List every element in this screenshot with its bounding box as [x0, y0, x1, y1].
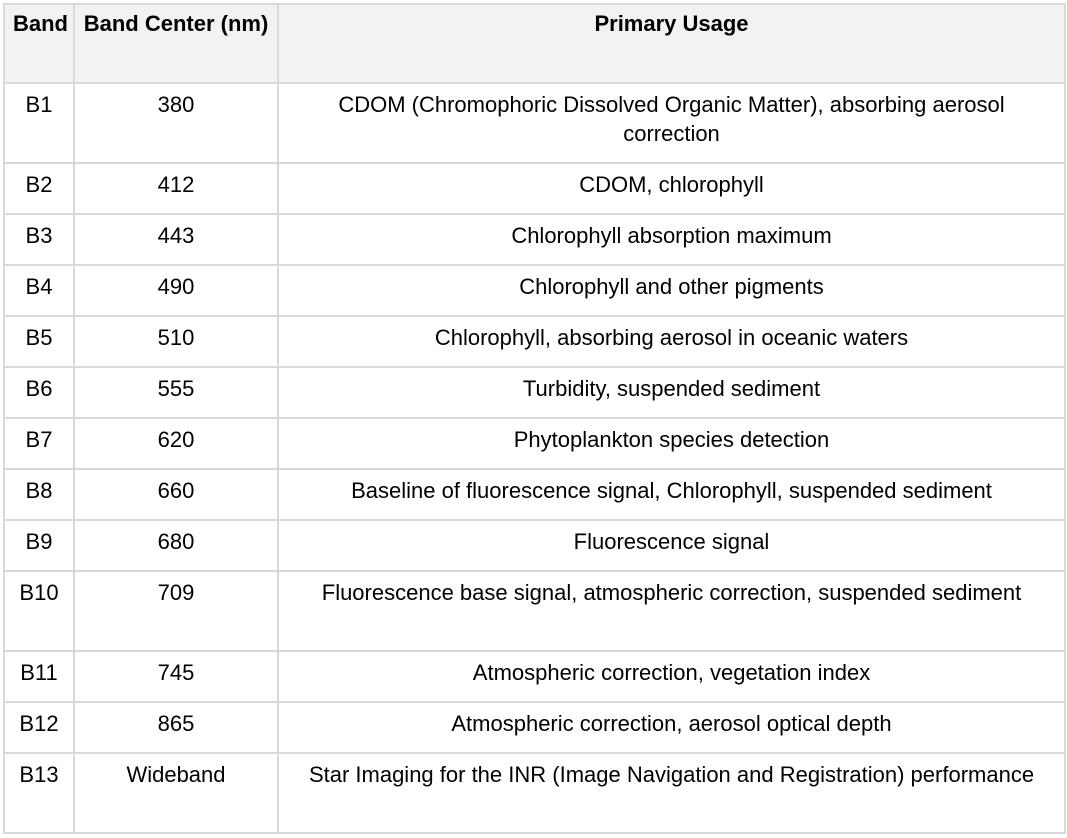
table-row [4, 571, 1065, 651]
primary-usage-cell: CDOM, chlorophyll [278, 163, 1065, 214]
band-cell: B1 [4, 83, 74, 163]
table-row [4, 83, 1065, 163]
band-cell: B5 [4, 316, 74, 367]
band-cell: B3 [4, 214, 74, 265]
band-cell: B13 [4, 753, 74, 833]
band-cell: B9 [4, 520, 74, 571]
band-center-cell: 510 [74, 316, 278, 367]
band-cell: B6 [4, 367, 74, 418]
band-center-cell: 443 [74, 214, 278, 265]
band-center-cell: Wideband [74, 753, 278, 833]
primary-usage-cell: CDOM (Chromophoric Dissolved Organic Matter), absorbing aerosol correction [278, 83, 1065, 163]
primary-usage-cell: Chlorophyll, absorbing aerosol in oceanic waters [278, 316, 1065, 367]
table-row [4, 163, 1065, 214]
table-row [4, 651, 1065, 702]
table-row [4, 520, 1065, 571]
primary-usage-cell: Chlorophyll absorption maximum [278, 214, 1065, 265]
header-band-center: Band Center (nm) [74, 4, 278, 83]
header-primary-usage: Primary Usage [278, 4, 1065, 83]
band-center-cell: 490 [74, 265, 278, 316]
primary-usage-cell: Fluorescence base signal, atmospheric correction, suspended sediment [278, 571, 1065, 651]
band-cell: B8 [4, 469, 74, 520]
primary-usage-cell: Baseline of fluorescence signal, Chlorophyll, suspended sediment [278, 469, 1065, 520]
table-row [4, 214, 1065, 265]
primary-usage-cell: Star Imaging for the INR (Image Navigation and Registration) performance [278, 753, 1065, 833]
band-center-cell: 660 [74, 469, 278, 520]
primary-usage-cell: Atmospheric correction, aerosol optical depth [278, 702, 1065, 753]
primary-usage-cell: Phytoplankton species detection [278, 418, 1065, 469]
band-center-cell: 709 [74, 571, 278, 651]
band-cell: B11 [4, 651, 74, 702]
table-row [4, 702, 1065, 753]
table-header [4, 4, 1065, 83]
band-center-cell: 745 [74, 651, 278, 702]
table-row [4, 316, 1065, 367]
band-cell: B7 [4, 418, 74, 469]
primary-usage-cell: Atmospheric correction, vegetation index [278, 651, 1065, 702]
band-table [3, 3, 1066, 834]
primary-usage-cell: Chlorophyll and other pigments [278, 265, 1065, 316]
band-cell: B4 [4, 265, 74, 316]
table-row [4, 753, 1065, 833]
band-center-cell: 620 [74, 418, 278, 469]
primary-usage-cell: Fluorescence signal [278, 520, 1065, 571]
band-cell: B12 [4, 702, 74, 753]
band-center-cell: 412 [74, 163, 278, 214]
primary-usage-cell: Turbidity, suspended sediment [278, 367, 1065, 418]
band-center-cell: 680 [74, 520, 278, 571]
band-cell: B2 [4, 163, 74, 214]
table-row [4, 367, 1065, 418]
band-center-cell: 865 [74, 702, 278, 753]
header-row [4, 4, 1065, 83]
band-center-cell: 555 [74, 367, 278, 418]
table-row [4, 418, 1065, 469]
band-cell: B10 [4, 571, 74, 651]
band-center-cell: 380 [74, 83, 278, 163]
table-body [4, 83, 1065, 833]
header-band: Band [4, 4, 74, 83]
table-row [4, 265, 1065, 316]
table-row [4, 469, 1065, 520]
